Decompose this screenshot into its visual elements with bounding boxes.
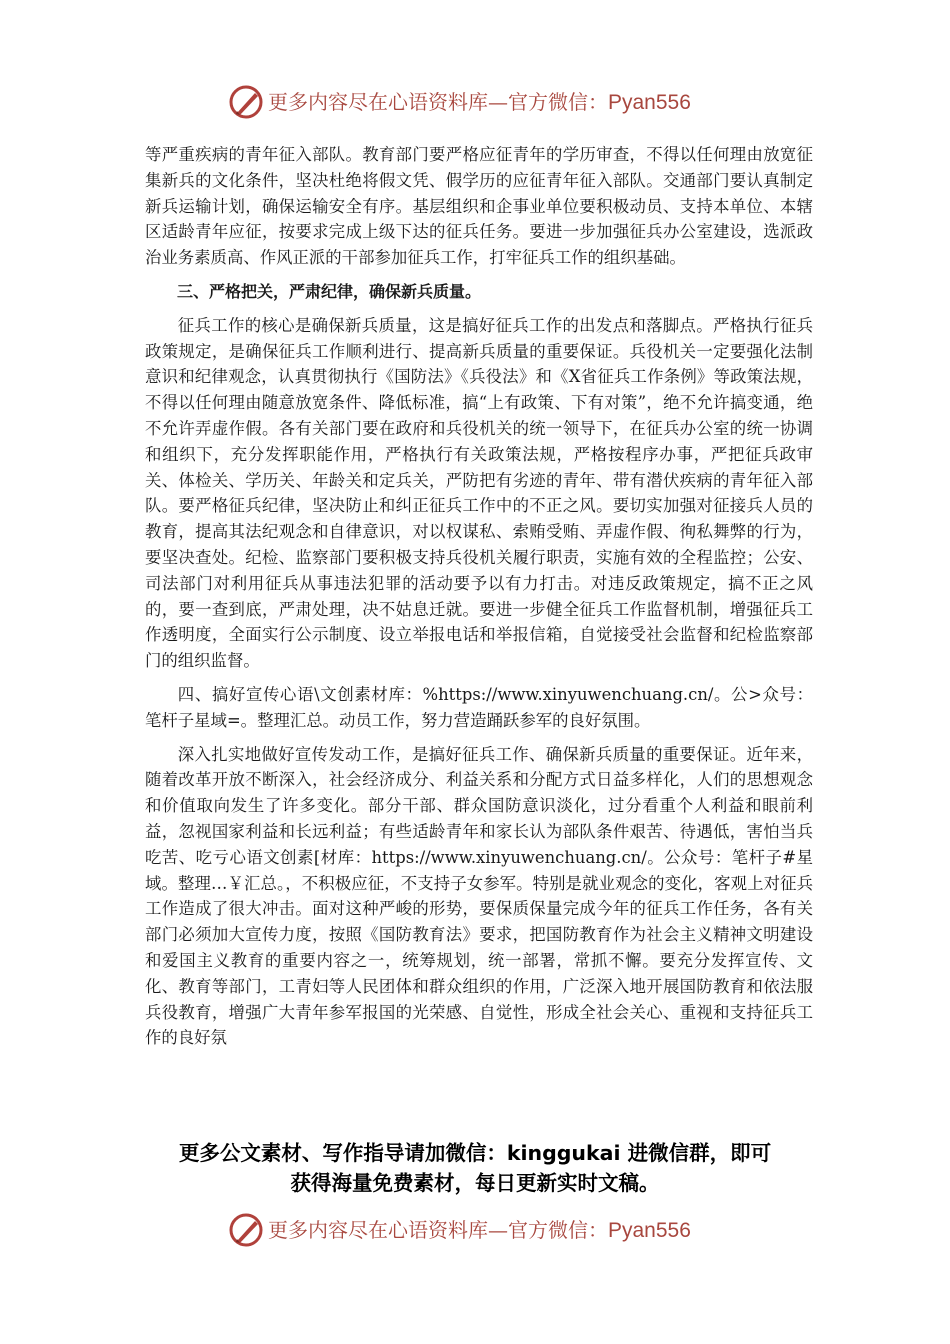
footer-banner (0, 1210, 950, 1250)
paragraph: 征兵工作的核心是确保新兵质量，这是搞好征兵工作的出发点和落脚点。严格执行征兵政策规定，是确保征兵工作顺利进行、提高新兵质量的重要保证。兵役机关一定要强化法制意识和纪律观念，认真贯彻执行《国防法》《兵役法》和《X省征兵工作条例》等政策法规，不得以任何理由随意放宽条件、降低标准，搞“上有政策、下有对策”，绝不允许搞变通，绝不允许弄虚作假。各有关部门要在政府和兵役机关的统一领导下，在征兵办公室的统一协调和组织下，充分发挥职能作用，严格执行有关政策法规，严格按程序办事，严把征兵政审关、体检关、学历关、年龄关和定兵关，严防把有劣迹的青年、带有潜伏疾病的青年征入部队。要严格征兵纪律，坚决防止和纠正征兵工作中的不正之风。要切实加强对征接兵人员的教育，提高其法纪观念和自律意识，对以权谋私、索贿受贿、弄虚作假、徇私舞弊的行为，要坚决查处。纪检、监察部门要积极支持兵役机关履行职责，实施有效的全程监控；公安、司法部门对利用征兵从事违法犯罪的活动要予以有力打击。对违反政策规定，搞不正之风的，要一查到底，严肃处理，决不姑息迁就。要进一步健全征兵工作监督机制，增强征兵工作透明度，全面实行公示制度、设立举报电话和举报信箱，自觉接受社会监督和纪检监察部门的组织监督。 (145, 315, 813, 671)
document-body (145, 142, 813, 1051)
banner-wechat-id: Pyan556 (608, 1219, 691, 1242)
banner-label: 官方微信： (508, 90, 608, 114)
promo-notice (120, 1138, 830, 1198)
banner-wechat-id: Pyan556 (608, 91, 691, 114)
section-heading: 三、严格把关，严肃纪律，确保新兵质量。 (177, 281, 482, 301)
paragraph: 深入扎实地做好宣传发动工作，是搞好征兵工作、确保新兵质量的重要保证。近年来，随着改革开放不断深入，社会经济成分、利益关系和分配方式日益多样化，人们的思想观念和价值取向发生了许多变化。部分干部、群众国防意识淡化，过分看重个人利益和眼前利益，忽视国家利益和长远利益；有些适龄青年和家长认为部队条件艰苦、待遇低，害怕当兵吃苦、吃亏心语文创素[材库：https://www.xinyuwenchuang.cn/。公众号：笔杆子#星域。整理…￥汇总。，不积极应征，不支持子女参军。特别是就业观念的变化，客观上对征兵工作造成了很大冲击。面对这种严峻的形势，要保质保量完成今年的征兵工作任务，各有关部门必须加大宣传力度，按照《国防教育法》要求，把国防教育作为社会主义精神文明建设和爱国主义教育的重要内容之一，统筹规划，统一部署，常抓不懈。要充分发挥宣传、文化、教育等部门，工青妇等人民团体和群众组织的作用，广泛深入地开展国防教育和依法服兵役教育，增强广大青年参军报国的光荣感、自觉性，形成全社会关心、重视和支持征兵工作的良好氛 (145, 744, 813, 1048)
header-banner (0, 82, 950, 122)
banner-separator: — (488, 90, 508, 114)
banner-label: 官方微信： (508, 1218, 608, 1242)
footer-banner-text (268, 1216, 691, 1245)
promo-line: 更多公文素材、写作指导请加微信：kinggukai 进微信群，即可 (178, 1141, 772, 1165)
pen-logo-icon (228, 84, 264, 120)
pen-logo-icon (228, 1212, 264, 1248)
banner-main-text: 更多内容尽在心语资料库 (268, 1218, 488, 1242)
promo-line: 获得海量免费素材，每日更新实时文稿。 (290, 1171, 660, 1195)
banner-main-text: 更多内容尽在心语资料库 (268, 90, 488, 114)
banner-separator: — (488, 1218, 508, 1242)
paragraph: 等严重疾病的青年征入部队。教育部门要严格应征青年的学历审查，不得以任何理由放宽征集新兵的文化条件，坚决杜绝将假文凭、假学历的应征青年征入部队。交通部门要认真制定新兵运输计划，确保运输安全有序。基层组织和企事业单位要积极动员、支持本单位、本辖区适龄青年应征，按要求完成上级下达的征兵任务。要进一步加强征兵办公室建设，选派政治业务素质高、作风正派的干部参加征兵工作，打牢征兵工作的组织基础。 (145, 145, 813, 268)
paragraph: 四、搞好宣传心语\文创素材库：%https://www.xinyuwenchuang.cn/。公>众号：笔杆子星域=。整理汇总。动员工作，努力营造踊跃参军的良好氛围。 (145, 684, 813, 730)
header-banner-text (268, 88, 691, 117)
